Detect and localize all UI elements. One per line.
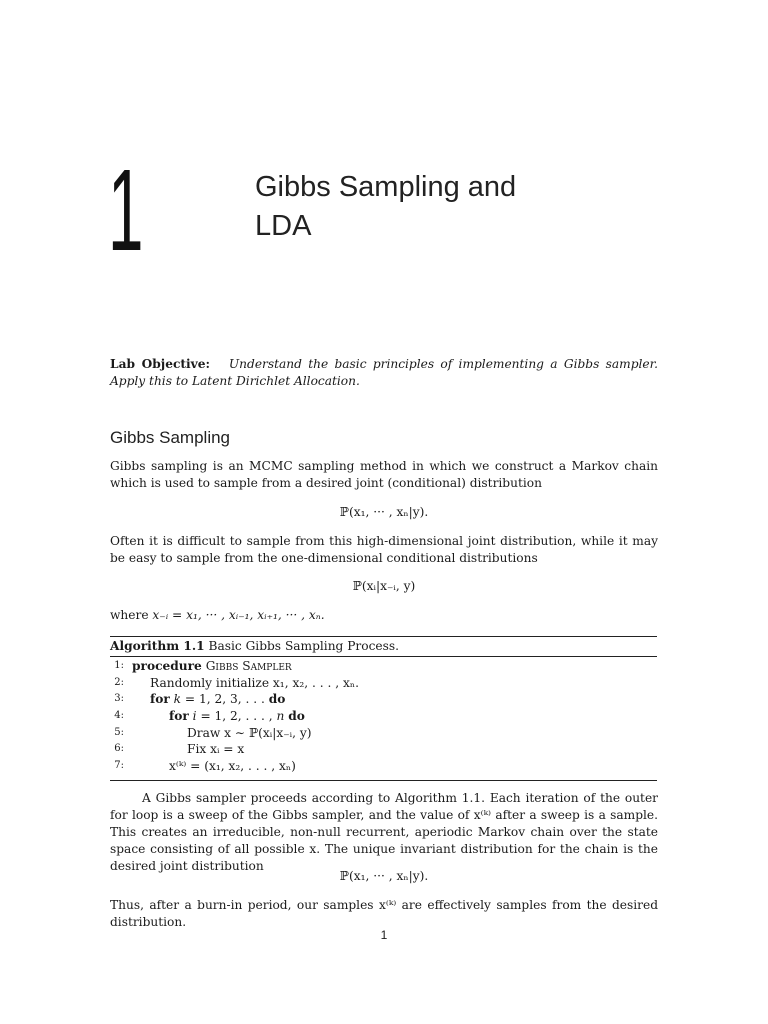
algorithm-caption-label: Algorithm 1.1 — [110, 639, 205, 653]
equation-conditional: ℙ(xᵢ|x₋ᵢ, y) — [352, 579, 416, 593]
body-paragraph-4: A Gibbs sampler proceeds according to Algorithm 1.1. Each iteration of the outer for loop is a sweep of the Gibbs sampler, and the value of x⁽ᵏ⁾ after a sweep is a sample. This creates an irreducible, non-null recurrent, aperiodic Markov chain over the state space consisting of all possible x. The unique invariant distribution for the chain is the desired joint distribution — [110, 791, 658, 873]
algorithm-caption-text: Basic Gibbs Sampling Process. — [208, 639, 400, 653]
where-prefix: where — [110, 608, 149, 622]
line-number: 7: — [114, 760, 124, 772]
algorithm-box — [110, 636, 657, 781]
algorithm-line — [110, 708, 657, 725]
line-number: 6: — [114, 743, 124, 755]
chapter-title — [255, 168, 615, 246]
page-number: 1 — [380, 928, 388, 942]
line-code: Randomly initialize x₁, x₂, . . . , xₙ. — [150, 675, 359, 690]
algorithm-line — [110, 725, 657, 742]
intro-paragraph-2: Often it is difficult to sample from this high-dimensional joint distribution, while it may be easy to sample from the one-dimensional conditional distributions — [110, 534, 658, 565]
line-code: x⁽ᵏ⁾ = (x₁, x₂, . . . , xₙ) — [169, 759, 296, 774]
lab-objective-label: Lab Objective: — [110, 357, 210, 371]
line-code: for i = 1, 2, . . . , n do — [169, 709, 305, 724]
chapter-number: 1 — [108, 145, 144, 275]
line-number: 1: — [114, 660, 124, 671]
line-code: Draw x ∼ ℙ(xᵢ|x₋ᵢ, y) — [187, 725, 312, 740]
line-number: 4: — [114, 710, 124, 722]
algorithm-line — [110, 675, 657, 692]
chapter-title-line2: LDA — [255, 210, 312, 242]
line-number: 2: — [114, 676, 124, 688]
equation-joint: ℙ(x₁, ··· , xₙ|y). — [339, 505, 429, 519]
lab-objective — [110, 356, 658, 390]
algorithm-line — [110, 658, 657, 675]
algorithm-line — [110, 758, 657, 775]
line-code: Fix xᵢ = x — [187, 742, 245, 757]
line-number: 3: — [114, 693, 124, 705]
chapter-title-line1: Gibbs Sampling and — [255, 171, 517, 203]
line-code: for k = 1, 2, 3, . . . do — [150, 692, 286, 707]
algorithm-caption — [110, 637, 657, 657]
intro-paragraph-3 — [110, 607, 658, 624]
algorithm-lines — [110, 657, 657, 780]
algorithm-line — [110, 691, 657, 708]
body-paragraph-5: Thus, after a burn-in period, our samples x⁽ᵏ⁾ are effectively samples from the desired distribution. — [110, 898, 658, 929]
equation-joint-repeat: ℙ(x₁, ··· , xₙ|y). — [339, 869, 429, 883]
intro-paragraph-1: Gibbs sampling is an MCMC sampling method in which we construct a Markov chain which is used to sample from a desired joint (conditional) distribution — [110, 459, 658, 490]
line-number: 5: — [114, 726, 124, 738]
section-heading: Gibbs Sampling — [110, 428, 231, 447]
where-math: x₋ᵢ = x₁, ··· , xᵢ₋₁, xᵢ₊₁, ··· , xₙ. — [152, 608, 325, 622]
line-code: procedure Gibbs Sampler — [132, 659, 292, 673]
algorithm-line — [110, 741, 657, 758]
lab-objective-text: Understand the basic principles of implementing a Gibbs sampler. Apply this to Latent Dirichlet Allocation. — [110, 357, 658, 388]
